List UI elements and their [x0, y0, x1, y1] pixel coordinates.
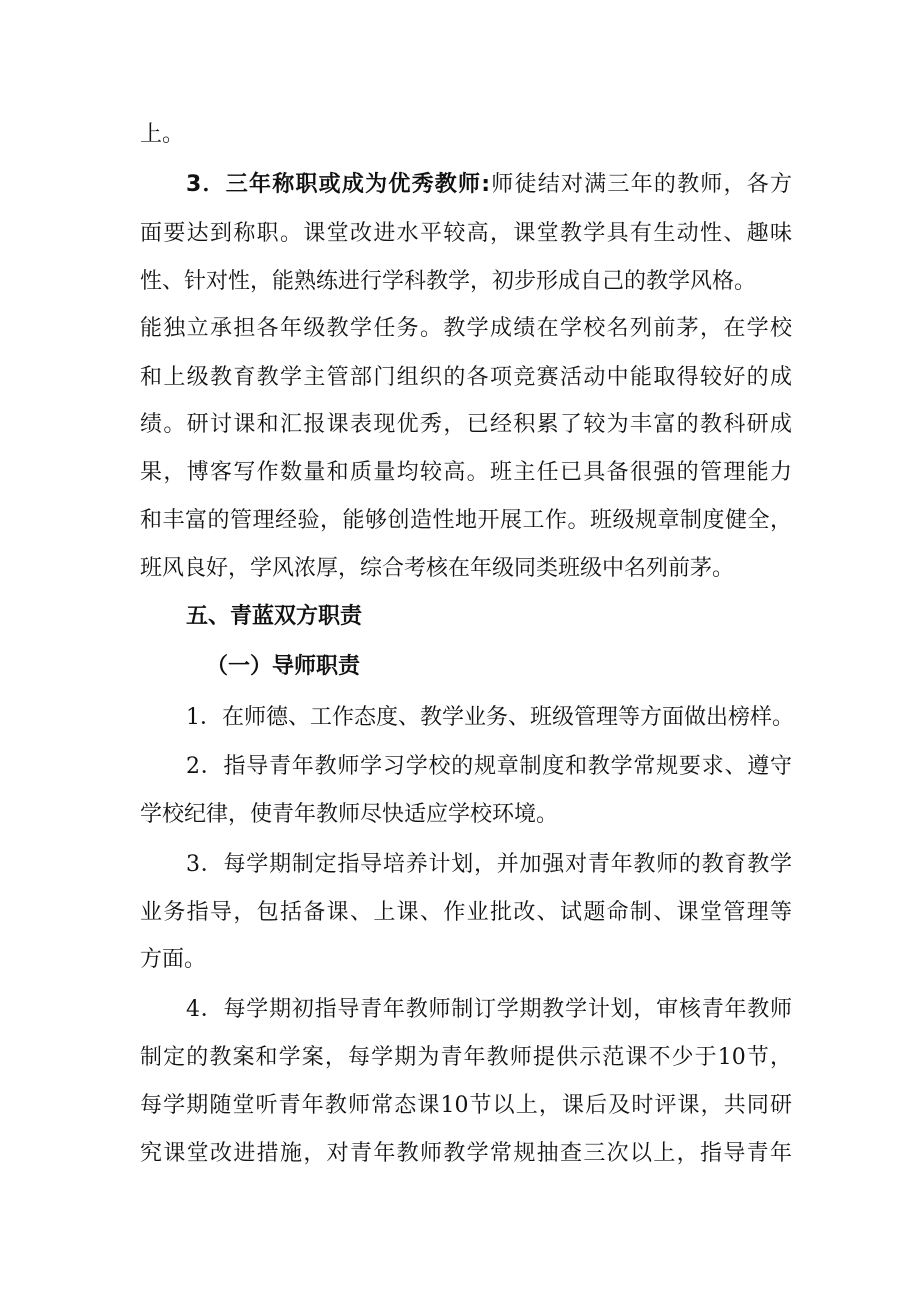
- subsection-heading: （一）导师职责: [206, 654, 361, 679]
- paragraph-line: 和上级教育教学主管部门组织的各项竞赛活动中能取得较好的成: [140, 365, 792, 390]
- paragraph-line: 和丰富的管理经验，能够创造性地开展工作。班级规章制度健全，: [140, 508, 792, 533]
- duty-4-line: 究课堂改进措施，对青年教师教学常规抽查三次以上，指导青年: [140, 1141, 792, 1166]
- item-3-heading: 3．三年称职或成为优秀教师:: [186, 172, 491, 197]
- duty-2-line: 学校纪律，使青年教师尽快适应学校环境。: [140, 802, 559, 827]
- duty-3-line: 3．每学期制定指导培养计划，并加强对青年教师的教育教学: [186, 852, 792, 877]
- section-heading: 五、青蓝双方职责: [186, 604, 363, 629]
- paragraph-line: 果，博客写作数量和质量均较高。班主任已具备很强的管理能力: [140, 460, 792, 485]
- item-3-first-line: [186, 170, 792, 200]
- duty-1-line: 1．在师德、工作态度、教学业务、班级管理等方面做出榜样。: [186, 705, 794, 730]
- paragraph-line: 班风良好，学风浓厚，综合考核在年级同类班级中名列前茅。: [140, 556, 735, 581]
- duty-2-line: 2．指导青年教师学习学校的规章制度和教学常规要求、遵守: [186, 754, 792, 779]
- duty-4-line: 4．每学期初指导青年教师制订学期教学计划，审核青年教师: [186, 997, 792, 1022]
- item-3-text: 师徒结对满三年的教师，各方: [490, 172, 792, 197]
- paragraph-line: 上。: [140, 122, 185, 147]
- paragraph-line: 性、针对性，能熟练进行学科教学，初步形成自己的教学风格。: [140, 269, 757, 294]
- paragraph-line: 面要达到称职。课堂改进水平较高，课堂教学具有生动性、趣味: [140, 221, 792, 246]
- duty-4-line: 制定的教案和学案，每学期为青年教师提供示范课不少于10节，: [140, 1045, 792, 1070]
- duty-3-line: 业务指导，包括备课、上课、作业批改、试题命制、课堂管理等: [140, 900, 792, 925]
- paragraph-line: 绩。研讨课和汇报课表现优秀，已经积累了较为丰富的教科研成: [140, 412, 792, 437]
- paragraph-line: 能独立承担各年级教学任务。教学成绩在学校名列前茅，在学校: [140, 316, 792, 341]
- duty-4-line: 每学期随堂听青年教师常态课10节以上，课后及时评课，共同研: [140, 1093, 792, 1118]
- duty-3-line: 方面。: [140, 947, 207, 972]
